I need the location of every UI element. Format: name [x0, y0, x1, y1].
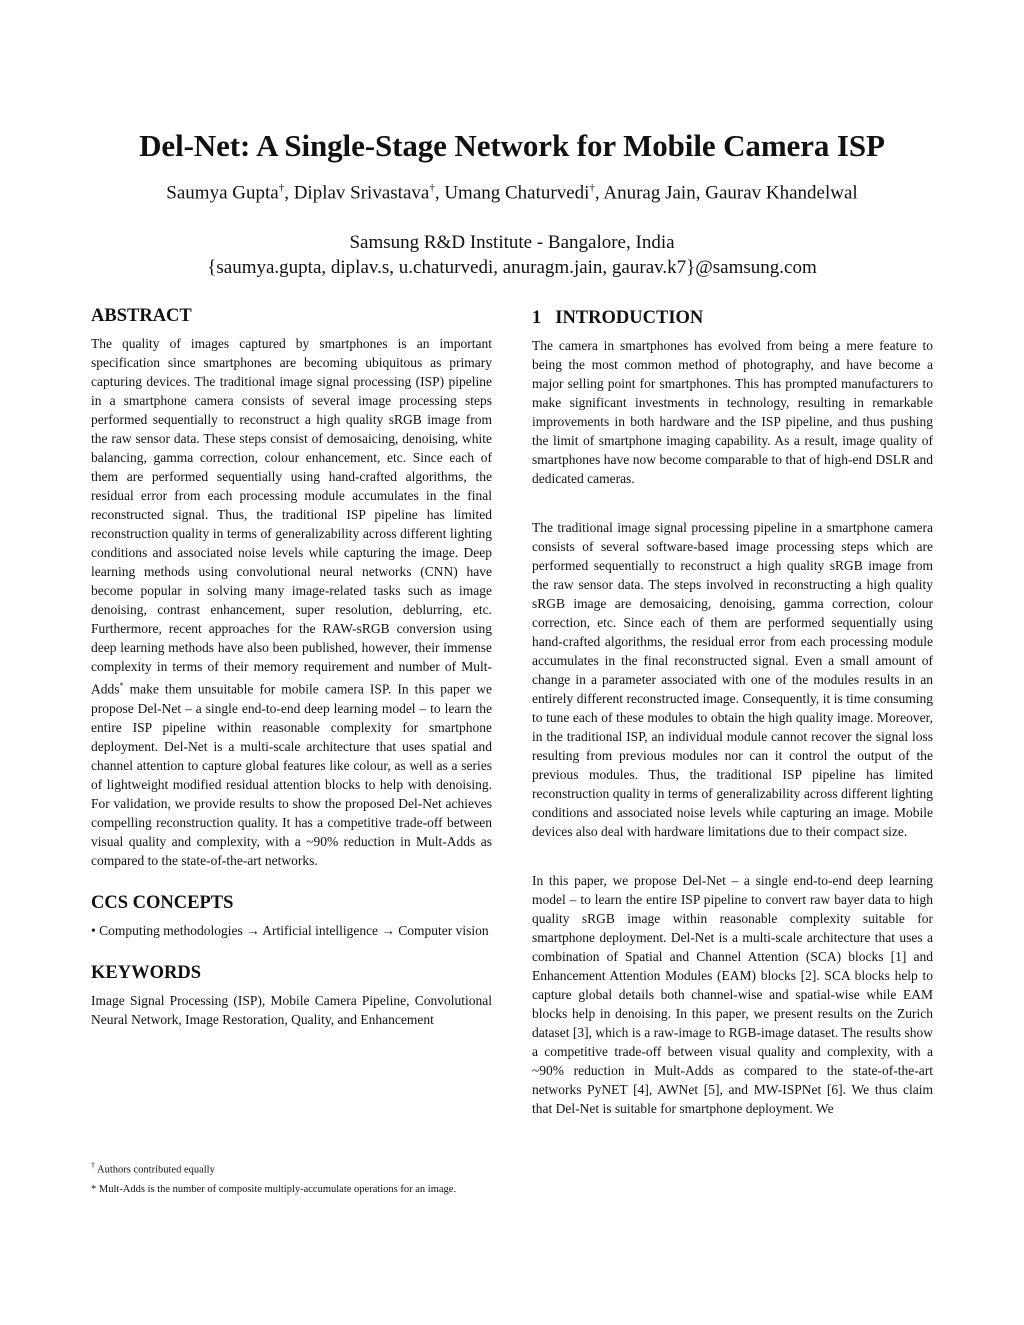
keywords-text: Image Signal Processing (ISP), Mobile Camera Pipeline, Convolutional Neural Network, Image Restoration, Quality, and Enhancement: [91, 992, 492, 1027]
author-name: Diplav Srivastava: [293, 182, 430, 204]
section-number: 1: [532, 308, 542, 328]
author-name: Anurag Jain: [603, 182, 696, 204]
affiliation-block: [0, 230, 1024, 280]
affiliation: Samsung R&D Institute - Bangalore, India: [349, 232, 675, 253]
footnote-mark: *: [119, 681, 124, 690]
ccs-text: • Computing methodologies → Artificial intelligence → Computer vision: [91, 922, 489, 938]
paper-title: Del-Net: A Single-Stage Network for Mobile Camera ISP: [139, 128, 885, 163]
right-column: [532, 307, 933, 1118]
abstract-text: The quality of images captured by smartphones is an important specification since smartphones are becoming ubiquitous as primary capturing devices. The traditional image signal processing (ISP) pipeline in a smartphone camera consists of several image processing steps performed sequentially to reconstruct a high quality sRGB image from the raw sensor data. These steps consist of demosaicing, denoising, white balancing, gamma correction, colour enhancement, etc. Since each of them are performed sequentially using hand-crafted algorithms, the residual error from each processing module accumulates in the final reconstructed signal. Thus, the traditional ISP pipeline has limited reconstruction quality in terms of generalizability across different lighting conditions and associated noise levels while capturing the image. Deep learning methods using convolutional neural networks (CNN) have become popular in solving many image-related tasks such as image denoising, contrast enhancement, super resolution, deblurring, etc. Furthermore, recent approaches for the RAW-sRGB conversion using deep learning methods have also been published, however, their immense complexity in terms of their memory requirement and number of Mult-Adds* make them unsuitable for mobile camera ISP. In this paper we propose Del-Net – a single end-to-end deep learning model – to learn the entire ISP pipeline within reasonable complexity for smartphone deployment. Del-Net is a multi-scale architecture that uses spatial and channel attention to capture global features like colour, as well as a series of lightweight modified residual attention blocks to help with denoising. For validation, we provide results to show the proposed Del-Net achieves compelling reconstruction quality. It has a competitive trade-off between visual quality and complexity, with a ~90% reduction in Mult-Adds as compared to the state-of-the-art networks.: [91, 336, 492, 868]
ccs-heading: CCS CONCEPTS: [91, 892, 234, 913]
intro-paragraph: The camera in smartphones has evolved from being a mere feature to being the most common method of photography, and have become a major selling point for smartphones. This has prompted manufacturers to make significant investments in technology, resulting in remarkable improvements in both hardware and the ISP pipeline, and thus pushing the limit of smartphone imaging capability. As a result, image quality of smartphones have now become comparable to that of high-end DSLR and dedicated cameras.: [532, 338, 933, 486]
author-mark: †: [429, 182, 435, 194]
author-mark: †: [589, 182, 595, 194]
intro-paragraph: In this paper, we propose Del-Net – a single end-to-end deep learning model – to learn the entire ISP pipeline to convert raw bayer data to high quality sRGB image within reasonable complexity suitable for smartphone deployment. Del-Net is a multi-scale architecture that uses a combination of Spatial and Channel Attention (SCA) blocks [1] and Enhancement Attention Modules (EAM) blocks [2]. SCA blocks help to capture global details both channel-wise and spatial-wise while EAM blocks help in denoising. In this paper, we present results on the Zurich dataset [3], which is a raw-image to RGB-image dataset. The results show a competitive trade-off between visual quality and complexity, with a ~90% reduction in Mult-Adds as compared to the state-of-the-art networks PyNET [4], AWNet [5], and MW-ISPNet [6]. We thus claim that Del-Net is suitable for smartphone deployment. We: [532, 873, 933, 1116]
left-column: [91, 305, 492, 1029]
footnotes: [91, 1156, 511, 1199]
author-name: Saumya Gupta: [166, 182, 279, 204]
author-list: Saumya Gupta†, Diplav Srivastava†, Umang Chaturvedi†, Anurag Jain, Gaurav Khandelwal: [166, 182, 858, 204]
introduction-heading: 1 INTRODUCTION: [532, 308, 704, 328]
intro-paragraph: The traditional image signal processing pipeline in a smartphone camera consists of several software-based image processing steps which are performed sequentially to reconstruct a high quality sRGB image from the raw sensor data. The steps involved in reconstructing a high quality sRGB image are demosaicing, denoising, gamma correction, colour correction, etc. Since each of them are performed sequentially using hand-crafted algorithms, the residual error from each processing module accumulates in the final reconstructed signal. Even a small amount of change in a parameter associated with one of the modules results in an entirely different reconstructed image. Consequently, it is time consuming to tune each of these modules to obtain the high quality image. Moreover, in the traditional ISP, an individual module cannot recover the signal loss resulting from previous modules nor can it control the output of the previous modules. Thus, the traditional ISP pipeline has limited reconstruction quality in terms of generalizability across different lighting conditions and associated noise levels while capturing an image. Mobile devices also deal with hardware limitations due to their compact size.: [532, 520, 933, 839]
emails: {saumya.gupta, diplav.s, u.chaturvedi, anuragm.jain, gaurav.k7}@samsung.com: [207, 257, 817, 278]
footnote: † Authors contributed equally: [91, 1161, 215, 1176]
author-name: Gaurav Khandelwal: [705, 182, 858, 204]
author-mark: †: [278, 182, 285, 194]
footnote: * Mult-Adds is the number of composite multiply-accumulate operations for an image.: [91, 1183, 457, 1195]
abstract-heading: ABSTRACT: [91, 306, 192, 326]
keywords-heading: KEYWORDS: [91, 962, 201, 983]
author-name: Umang Chaturvedi: [444, 182, 590, 204]
